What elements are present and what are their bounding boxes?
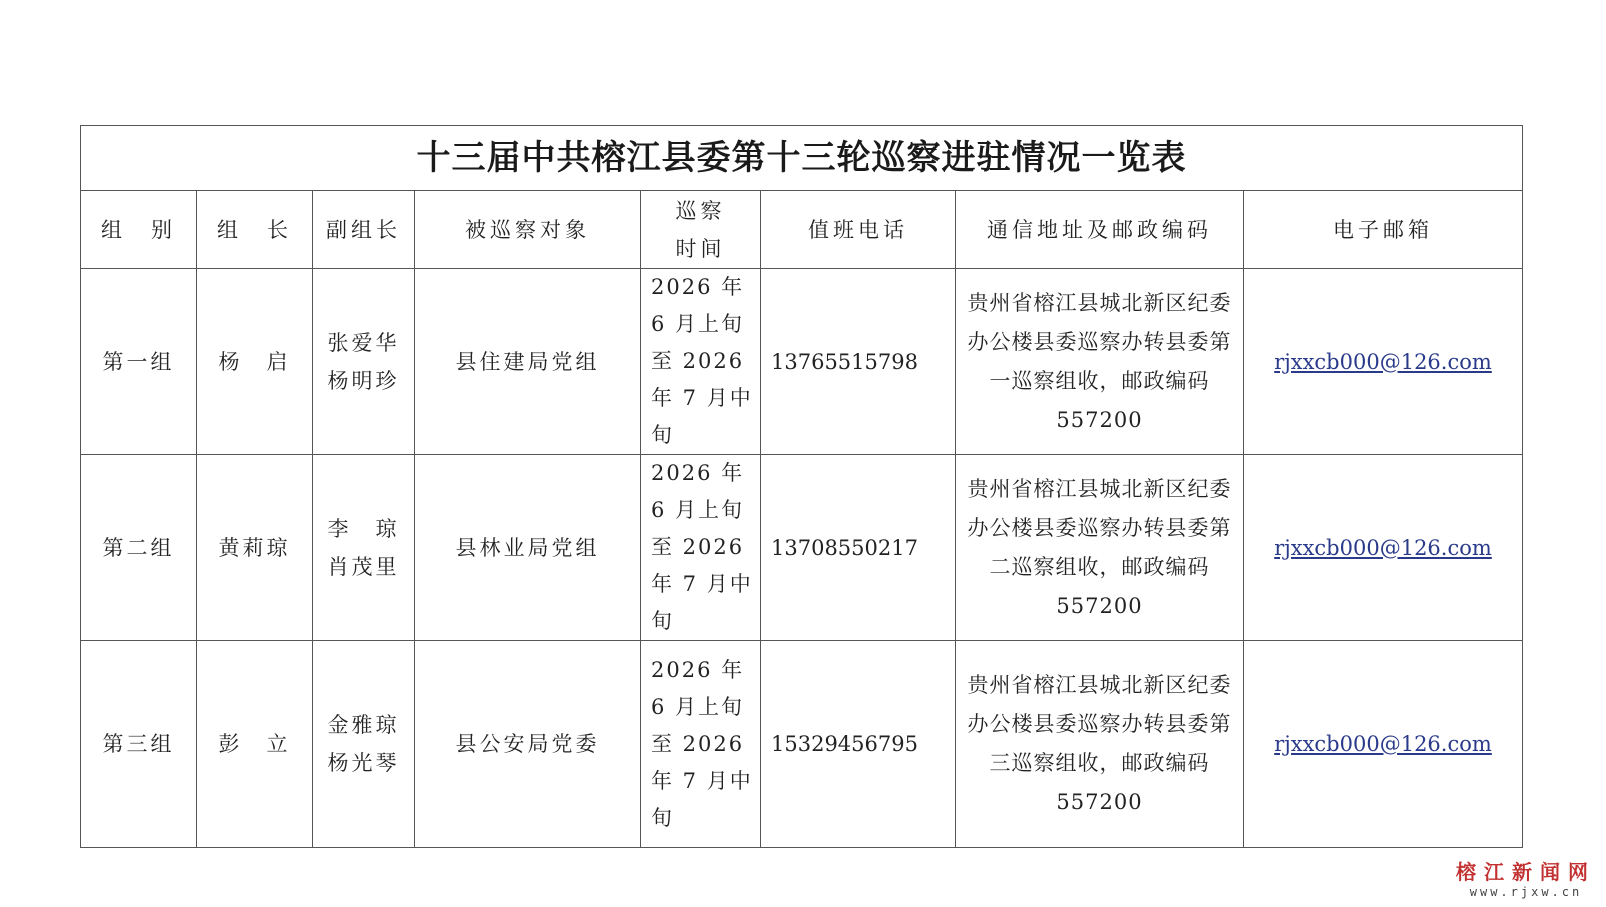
- header-address: 通信地址及邮政编码: [956, 191, 1244, 269]
- cell-deputy-2: 杨光琴: [327, 751, 400, 775]
- cell-email: [1244, 641, 1523, 848]
- cell-time: 2026 年 6 月上旬至 2026 年 7 月中旬: [641, 455, 761, 641]
- inspection-table: [80, 125, 1523, 848]
- header-time-line2: 时间: [675, 236, 726, 261]
- header-leader: 组 长: [197, 191, 313, 269]
- header-target: 被巡察对象: [415, 191, 641, 269]
- header-time-line1: 巡察: [675, 198, 726, 223]
- email-link[interactable]: rjxxcb000@126.com: [1274, 535, 1492, 560]
- cell-group: 第一组: [81, 269, 197, 455]
- email-link[interactable]: rjxxcb000@126.com: [1274, 349, 1492, 374]
- cell-deputy-2: 肖茂里: [327, 554, 400, 579]
- cell-target: 县公安局党委: [415, 641, 641, 848]
- cell-deputy-1: 张爱华: [327, 330, 400, 355]
- cell-deputy: [313, 455, 415, 641]
- cell-leader: 杨 启: [197, 269, 313, 455]
- cell-phone: 15329456795: [761, 641, 956, 848]
- cell-deputy-1: 金雅琼: [327, 713, 400, 737]
- cell-time: 2026 年 6 月上旬至 2026 年 7 月中旬: [641, 641, 761, 848]
- table-row: [81, 455, 1523, 641]
- header-email: 电子邮箱: [1244, 191, 1523, 269]
- cell-time: 2026 年 6 月上旬至 2026 年 7 月中旬: [641, 269, 761, 455]
- cell-phone: 13708550217: [761, 455, 956, 641]
- cell-address: 贵州省榕江县城北新区纪委办公楼县委巡察办转县委第三巡察组收，邮政编码 557200: [956, 641, 1244, 848]
- cell-target: 县住建局党组: [415, 269, 641, 455]
- inspection-table-sheet: [80, 125, 1522, 848]
- header-row: [81, 191, 1523, 269]
- watermark-name: 榕江新闻网: [1456, 860, 1596, 884]
- cell-email: [1244, 269, 1523, 455]
- cell-leader: 黄莉琼: [197, 455, 313, 641]
- cell-group: 第二组: [81, 455, 197, 641]
- header-group: 组 别: [81, 191, 197, 269]
- header-phone: 值班电话: [761, 191, 956, 269]
- cell-address: 贵州省榕江县城北新区纪委办公楼县委巡察办转县委第一巡察组收，邮政编码 557200: [956, 269, 1244, 455]
- watermark-url: www.rjxw.cn: [1469, 885, 1583, 899]
- cell-deputy-2: 杨明珍: [327, 368, 400, 393]
- email-link[interactable]: rjxxcb000@126.com: [1274, 732, 1492, 756]
- table-title: 十三届中共榕江县委第十三轮巡察进驻情况一览表: [81, 126, 1523, 191]
- cell-deputy-1: 李 琼: [327, 516, 400, 541]
- header-deputy: 副组长: [313, 191, 415, 269]
- table-row: [81, 269, 1523, 455]
- cell-phone: 13765515798: [761, 269, 956, 455]
- cell-deputy: [313, 641, 415, 848]
- cell-deputy: [313, 269, 415, 455]
- cell-email: [1244, 455, 1523, 641]
- header-time: [641, 191, 761, 269]
- cell-target: 县林业局党组: [415, 455, 641, 641]
- cell-address: 贵州省榕江县城北新区纪委办公楼县委巡察办转县委第二巡察组收，邮政编码 557200: [956, 455, 1244, 641]
- cell-group: 第三组: [81, 641, 197, 848]
- cell-leader: 彭 立: [197, 641, 313, 848]
- table-row: [81, 641, 1523, 848]
- watermark: [1456, 856, 1596, 899]
